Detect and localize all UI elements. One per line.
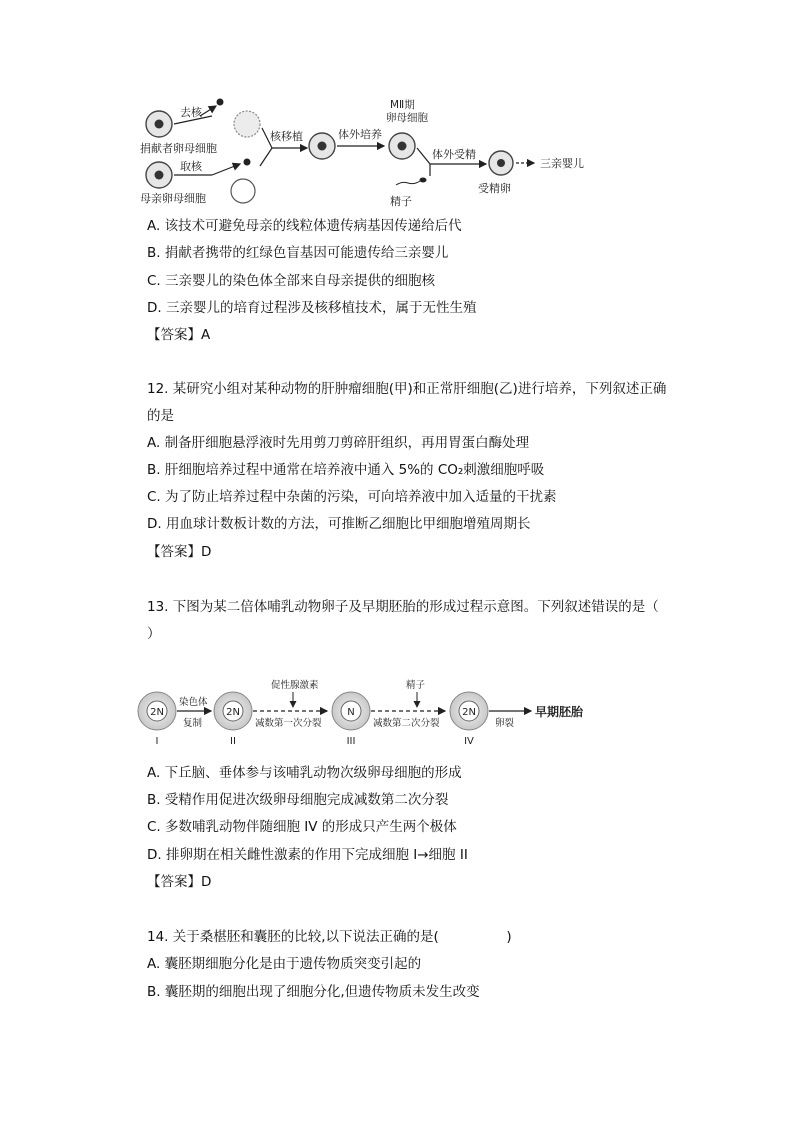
- cleavage-label: 卵裂: [495, 718, 515, 729]
- q12-stem-line2: 的是: [147, 408, 174, 424]
- q13-option-b: B. 受精作用促进次级卵母细胞完成减数第二次分裂: [147, 792, 449, 808]
- q14-stem: 14. 关于桑椹胚和囊胚的比较,以下说法正确的是( ): [147, 929, 512, 945]
- q14-option-a: A. 囊胚期细胞分化是由于遗传物质突变引起的: [147, 956, 422, 972]
- in-vitro-culture-label: 体外培养: [338, 128, 382, 141]
- cell-i-label: I: [155, 736, 159, 747]
- mother-empty-cell: [231, 179, 255, 203]
- q13-answer: 【答案】D: [147, 874, 212, 890]
- take-nucleus-label: 取核: [180, 160, 202, 173]
- enucleated-egg-cell: [234, 111, 260, 137]
- q11-answer: 【答案】A: [147, 327, 211, 343]
- q12-option-b: B. 肝细胞培养过程中通常在培养液中通入 5%的 CO₂刺激细胞呼吸: [147, 462, 545, 478]
- donor-egg-cell: [146, 111, 172, 137]
- q13-stem-line2: ）: [147, 626, 161, 642]
- q13-option-a: A. 下丘脑、垂体参与该哺乳动物次级卵母细胞的形成: [147, 765, 462, 781]
- mother-egg-label: 母亲卵母细胞: [140, 192, 206, 205]
- early-embryo-label: 早期胚胎: [535, 705, 584, 719]
- fertilized-egg-cell: [489, 151, 513, 175]
- cell-ii: [214, 692, 252, 747]
- q12-answer: 【答案】D: [147, 544, 212, 560]
- q12-stem-line1: 12. 某研究小组对某种动物的肝肿瘤细胞(甲)和正常肝细胞(乙)进行培养，下列叙述正确: [147, 381, 667, 397]
- q14-option-b: B. 囊胚期的细胞出现了细胞分化,但遗传物质未发生改变: [147, 984, 480, 1000]
- cell-iii-label: III: [346, 736, 356, 747]
- q13-option-c: C. 多数哺乳动物伴随细胞 IV 的形成只产生两个极体: [147, 819, 457, 835]
- mii-label-line1: MⅡ期: [390, 99, 415, 111]
- q13-option-d: D. 排卵期在相关雌性激素的作用下完成细胞 I→细胞 II: [147, 847, 468, 863]
- in-vitro-fert-label: 体外受精: [432, 148, 476, 161]
- sperm-icon: [396, 178, 427, 186]
- remove-nucleus-label: 去核: [180, 106, 202, 119]
- cell-iii: [332, 692, 370, 747]
- three-parent-baby-label: 三亲婴儿: [540, 157, 584, 170]
- meiosis2-label: 减数第二次分裂: [373, 718, 440, 729]
- cell-iii-ploidy: N: [347, 707, 355, 718]
- cell-iv-ploidy: 2N: [462, 707, 476, 718]
- step1-bottom-label: 复制: [183, 718, 203, 729]
- q13-stem-line1: 13. 下图为某二倍体哺乳动物卵子及早期胚胎的形成过程示意图。下列叙述错误的是（: [147, 599, 659, 615]
- cell-iv-label: IV: [464, 736, 474, 747]
- oocyte-formation-diagram: [133, 676, 593, 748]
- meiosis1-label: 减数第一次分裂: [255, 718, 322, 729]
- cell-iv: [450, 692, 488, 747]
- mii-oocyte-cell: [389, 133, 415, 159]
- cell-i: [138, 692, 176, 747]
- sperm-label-2: 精子: [406, 680, 426, 691]
- cell-i-ploidy: 2N: [150, 707, 164, 718]
- three-parent-baby-diagram: [140, 96, 600, 211]
- reconstructed-egg-cell: [309, 133, 335, 159]
- q11-option-a: A. 该技术可避免母亲的线粒体遗传病基因传递给后代: [147, 218, 462, 234]
- fertilized-egg-label: 受精卵: [478, 182, 511, 195]
- q12-option-a: A. 制备肝细胞悬浮液时先用剪刀剪碎肝组织，再用胃蛋白酶处理: [147, 435, 530, 451]
- mother-egg-cell: [146, 162, 172, 188]
- sperm-label: 精子: [390, 195, 412, 208]
- cell-ii-label: II: [230, 736, 236, 747]
- q12-option-c: C. 为了防止培养过程中杂菌的污染，可向培养液中加入适量的干扰素: [147, 489, 557, 505]
- mother-nucleus-dot: [244, 159, 251, 166]
- q11-option-d: D. 三亲婴儿的培育过程涉及核移植技术，属于无性生殖: [147, 300, 477, 316]
- q11-option-c: C. 三亲婴儿的染色体全部来自母亲提供的细胞核: [147, 273, 436, 289]
- q12-option-d: D. 用血球计数板计数的方法，可推断乙细胞比甲细胞增殖周期长: [147, 516, 531, 532]
- removed-nucleus-dot: [217, 99, 224, 106]
- hormone-label: 促性腺激素: [271, 680, 319, 691]
- nuclear-transfer-label: 核移植: [270, 130, 303, 143]
- step1-top-label: 染色体: [179, 697, 208, 708]
- donor-egg-label: 捐献者卵母细胞: [140, 142, 217, 155]
- mii-label-line2: 卵母细胞: [386, 112, 428, 124]
- cell-ii-ploidy: 2N: [226, 707, 240, 718]
- q11-option-b: B. 捐献者携带的红绿色盲基因可能遗传给三亲婴儿: [147, 245, 449, 261]
